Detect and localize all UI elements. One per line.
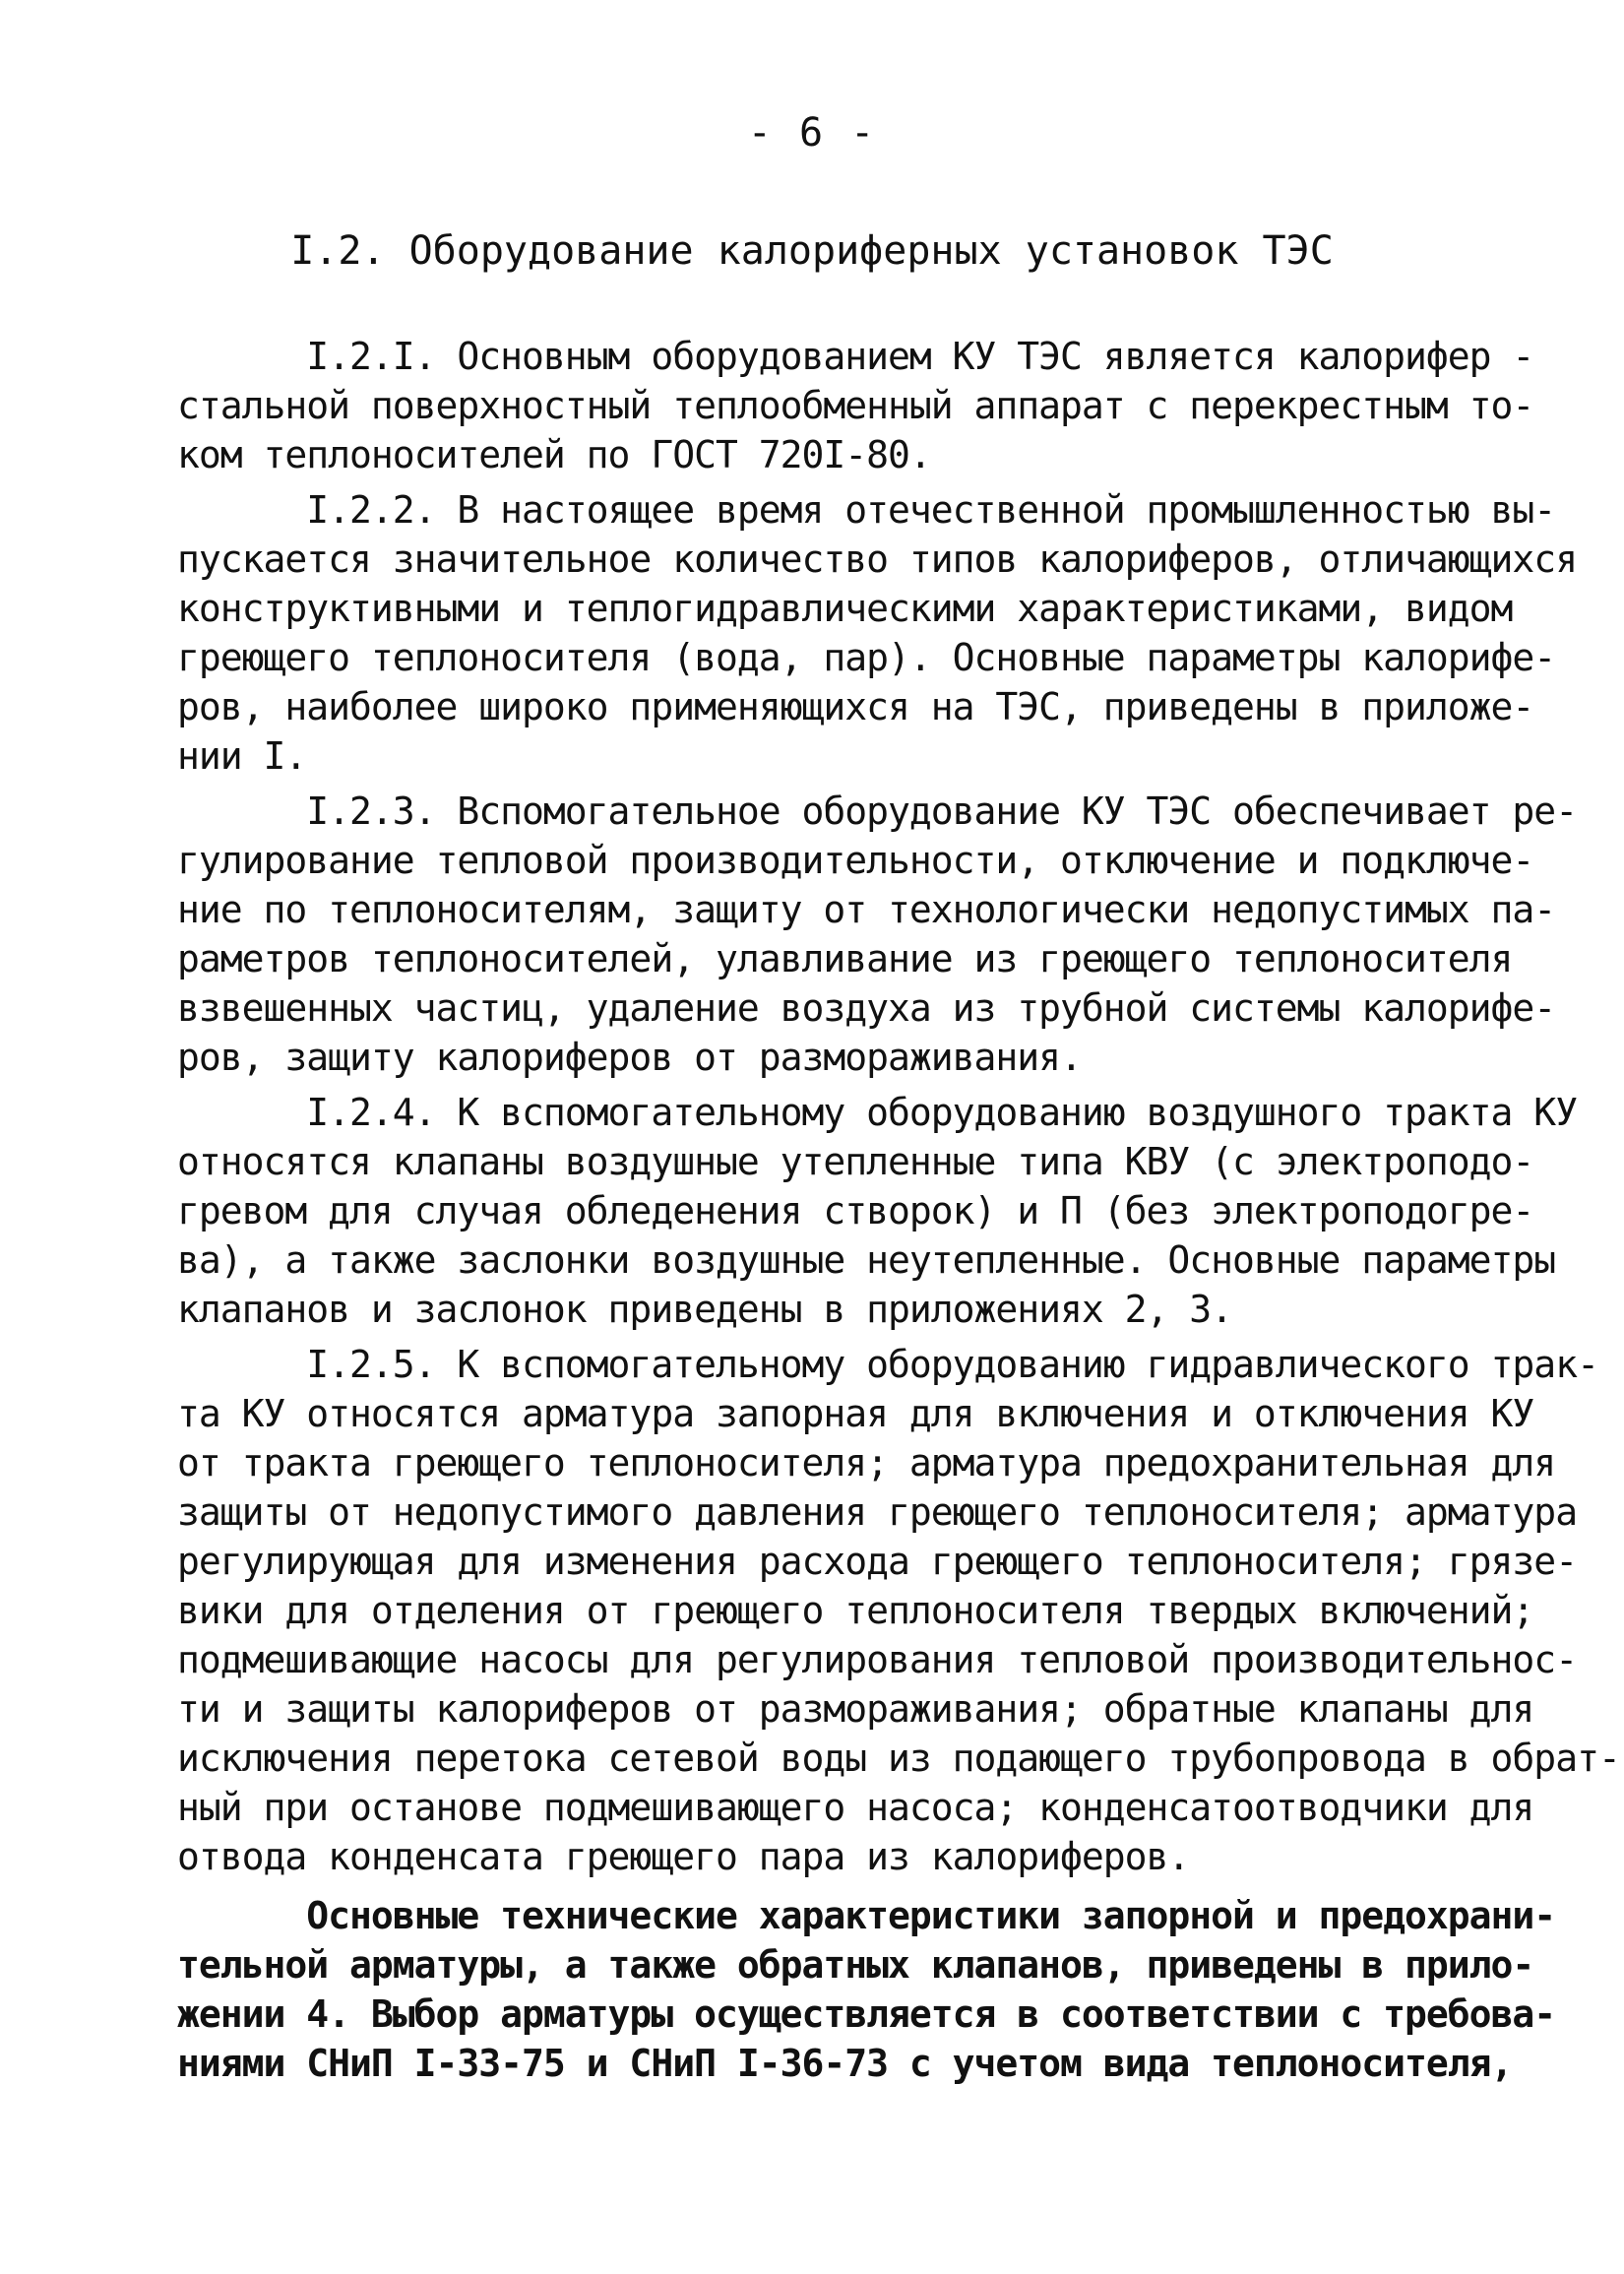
page-number: - 6 - (747, 110, 877, 156)
text-line: I.2.I. Основным оборудованием КУ ТЭС является калорифер - (177, 335, 1534, 378)
text-line: регулирующая для изменения расхода греющего теплоносителя; грязе- (177, 1540, 1578, 1583)
text-line: отвода конденсата греющего пара из калориферов. (177, 1835, 1190, 1878)
text-line: ный при останове подмешивающего насоса; конденсатоотводчики для (177, 1786, 1534, 1829)
text-line: I.2.3. Вспомогательное оборудование КУ ТЭС обеспечивает ре- (177, 790, 1578, 833)
text-line: подмешивающие насосы для регулирования тепловой производительнос- (177, 1638, 1578, 1681)
text-line: I.2.4. К вспомогательному оборудованию воздушного тракта КУ (177, 1091, 1578, 1134)
text-line: гревом для случая обледенения створок) и П (без электроподогре- (177, 1189, 1534, 1232)
text-line: стальной поверхностный теплообменный аппарат с перекрестным то- (177, 384, 1534, 427)
text-line: ва), а также заслонки воздушные неутепленные. Основные параметры (177, 1238, 1556, 1282)
text-line: тельной арматуры, а также обратных клапанов, приведены в прило- (177, 1943, 1534, 1987)
text-line: ниями СНиП I-33-75 и СНиП I-36-73 с учетом вида теплоносителя, (177, 2042, 1513, 2085)
section-title: I.2. Оборудование калориферных установок ТЭС (290, 228, 1334, 274)
text-line: защиты от недопустимого давления греющего теплоносителя; арматура (177, 1490, 1578, 1534)
text-line: вики для отделения от греющего теплоносителя твердых включений; (177, 1589, 1534, 1632)
text-line: клапанов и заслонок приведены в приложениях 2, 3. (177, 1288, 1233, 1331)
text-line: ти и защиты калориферов от размораживания; обратные клапаны для (177, 1687, 1534, 1731)
text-line: ние по теплоносителям, защиту от технологически недопустимых па- (177, 888, 1556, 931)
text-line: пускается значительное количество типов калориферов, отличающихся (177, 537, 1578, 581)
text-line: Основные технические характеристики запорной и предохрани- (177, 1894, 1556, 1937)
text-line: ком теплоносителей по ГОСТ 720I-80. (177, 433, 931, 476)
text-line: ров, наиболее широко применяющихся на ТЭС, приведены в приложе- (177, 685, 1534, 728)
text-line: раметров теплоносителей, улавливание из греющего теплоносителя (177, 937, 1513, 980)
text-line: исключения перетока сетевой воды из подающего трубопровода в обрат- (177, 1737, 1620, 1780)
text-line: I.2.5. К вспомогательному оборудованию гидравлического трак- (177, 1343, 1598, 1386)
text-line: гулирование тепловой производительности, отключение и подключе- (177, 839, 1534, 882)
text-line: нии I. (177, 734, 307, 778)
text-line: жении 4. Выбор арматуры осуществляется в соответствии с требова- (177, 1992, 1556, 2036)
text-line: относятся клапаны воздушные утепленные типа КВУ (с электроподо- (177, 1140, 1534, 1183)
text-line: конструктивными и теплогидравлическими характеристиками, видом (177, 587, 1513, 630)
text-line: греющего теплоносителя (вода, пар). Основные параметры калорифе- (177, 636, 1556, 679)
text-line: взвешенных частиц, удаление воздуха из трубной системы калорифе- (177, 986, 1556, 1030)
text-line: ров, защиту калориферов от размораживания. (177, 1036, 1082, 1079)
text-line: I.2.2. В настоящее время отечественной промышленностью вы- (177, 488, 1556, 532)
text-line: от тракта греющего теплоносителя; арматура предохранительная для (177, 1441, 1556, 1484)
text-line: та КУ относятся арматура запорная для включения и отключения КУ (177, 1392, 1534, 1435)
